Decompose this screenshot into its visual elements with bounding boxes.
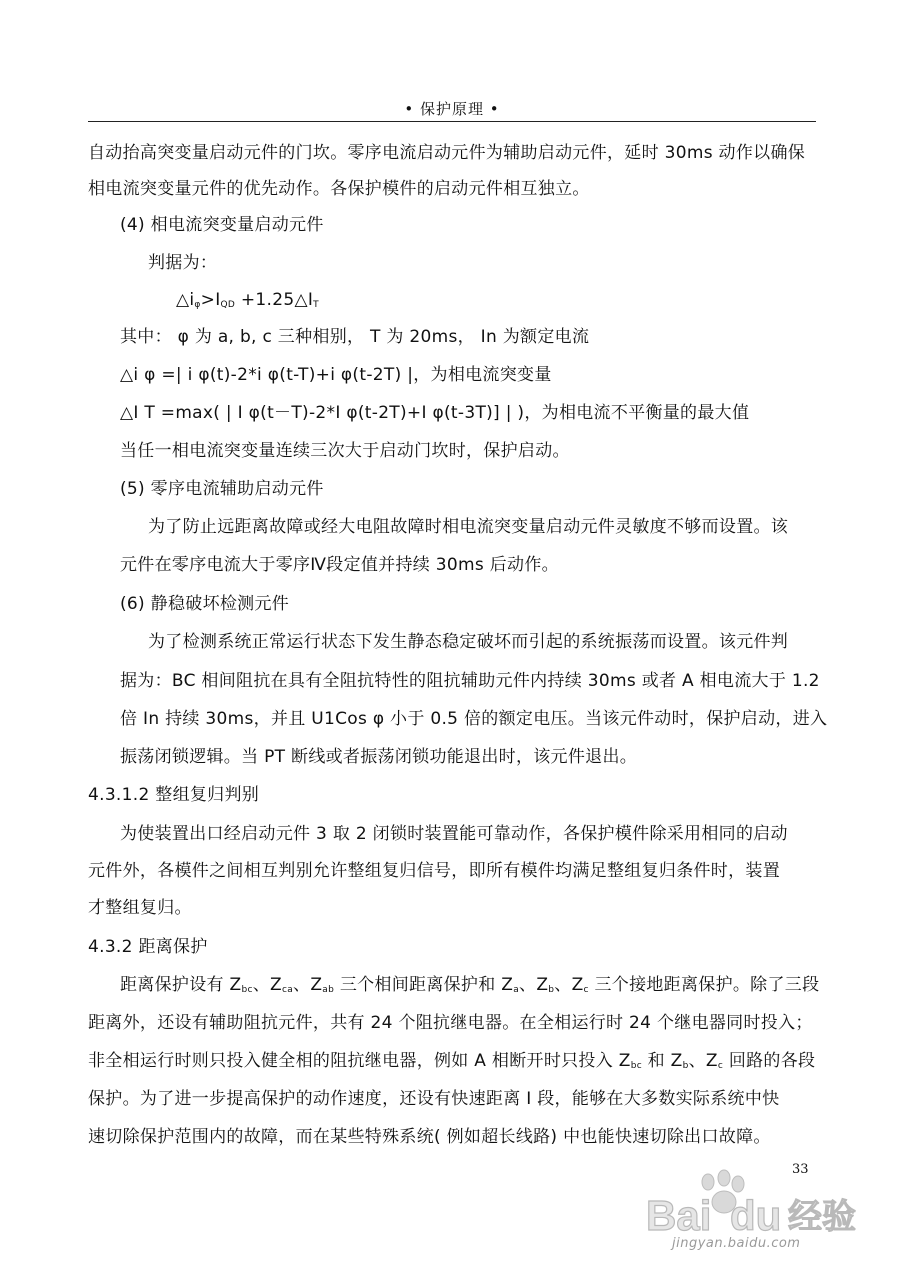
section-432: 4.3.2 距离保护 xyxy=(88,937,208,957)
text-run: 非全相运行时则只投入健全相的阻抗继电器，例如 A 相断开时只投入 Z xyxy=(88,1051,631,1071)
text-run: 、Z xyxy=(252,975,282,995)
para8-line3 xyxy=(88,1050,815,1072)
para8-line2: 距离外，还设有辅助阻抗元件，共有 24 个阻抗继电器。在全相运行时 24 个继电器同时投入； xyxy=(88,1013,813,1033)
subscript-bc: bc xyxy=(630,1061,642,1071)
formula-part-b: >I xyxy=(200,290,221,310)
para5-line2: 元件在零序电流大于零序Ⅳ段定值并持续 30ms 后动作。 xyxy=(120,555,559,575)
para6-line3: 倍 In 持续 30ms，并且 U1Cos φ 小于 0.5 倍的额定电压。当该元件动时，保护启动，进入 xyxy=(120,709,828,729)
subscript-b: b xyxy=(682,1061,689,1071)
criterion-label: 判据为： xyxy=(148,253,218,273)
watermark-url: jingyan.baidu.com xyxy=(672,1236,801,1251)
heading-4: (4) 相电流突变量启动元件 xyxy=(120,215,324,235)
header-rule xyxy=(88,121,816,122)
text-run: 、Z xyxy=(554,975,584,995)
page-number: 33 xyxy=(792,1162,809,1177)
subscript-ab: ab xyxy=(322,985,335,995)
para5-line1: 为了防止远距离故障或经大电阻故障时相电流突变量启动元件灵敏度不够而设置。该 xyxy=(148,517,789,537)
subscript-a: a xyxy=(513,985,520,995)
heading-6: (6) 静稳破坏检测元件 xyxy=(120,594,290,614)
criterion-formula xyxy=(176,289,319,311)
baidu-jingyan-watermark xyxy=(640,1168,880,1268)
text-run: 、Z xyxy=(688,1051,718,1071)
text-run: 距离保护设有 Z xyxy=(120,975,242,995)
subscript-bc: bc xyxy=(241,985,253,995)
formula-sub-qd: QD xyxy=(220,300,236,310)
para1-line2: 相电流突变量元件的优先动作。各保护模件的启动元件相互独立。 xyxy=(88,179,590,199)
subscript-ca: ca xyxy=(281,985,294,995)
delta-i-definition: △i φ =| i φ(t)-2*i φ(t-T)+i φ(t-2T) |，为相电流突变量 xyxy=(120,365,552,385)
para6-line4: 振荡闭锁逻辑。当 PT 断线或者振荡闭锁功能退出时，该元件退出。 xyxy=(120,747,638,767)
para7-line3: 才整组复归。 xyxy=(88,898,192,918)
watermark-brand-du: du xyxy=(730,1192,782,1239)
section-4312: 4.3.1.2 整组复归判别 xyxy=(88,785,260,805)
para1-line1: 自动抬高突变量启动元件的门坎。零序电流启动元件为辅助启动元件，延时 30ms 动作以确保 xyxy=(88,143,806,163)
text-run: 、Z xyxy=(293,975,323,995)
para8-line4: 保护。为了进一步提高保护的动作速度，还设有快速距离 I 段，能够在大多数实际系统中快 xyxy=(88,1089,780,1109)
para6-line2: 据为：BC 相间阻抗在具有全阻抗特性的阻抗辅助元件内持续 30ms 或者 A 相电流大于 1.2 xyxy=(120,671,820,691)
trigger-condition: 当任一相电流突变量连续三次大于启动门坎时，保护启动。 xyxy=(120,441,570,461)
text-run: 三个相间距离保护和 Z xyxy=(334,975,514,995)
watermark-jingyan: 经验 xyxy=(788,1197,856,1237)
subscript-c: c xyxy=(717,1061,724,1071)
watermark-brand: Bai xyxy=(646,1192,712,1239)
subscript-c: c xyxy=(583,985,589,995)
heading-5: (5) 零序电流辅助启动元件 xyxy=(120,479,324,499)
para6-line1: 为了检测系统正常运行状态下发生静态稳定破坏而引起的系统振荡而设置。该元件判 xyxy=(148,632,789,652)
formula-sub-t: T xyxy=(313,300,319,310)
text-run: 三个接地距离保护。除了三段 xyxy=(588,975,820,995)
formula-part-c: +1.25△I xyxy=(235,290,314,310)
para7-line2: 元件外，各模件之间相互判别允许整组复归信号，即所有模件均满足整组复归条件时，装置 xyxy=(88,861,780,881)
text-run: 和 Z xyxy=(641,1051,683,1071)
formula-sub-phi: φ xyxy=(194,300,201,310)
subscript-b: b xyxy=(548,985,555,995)
formula-part-a: △i xyxy=(176,290,195,310)
para7-line1: 为使装置出口经启动元件 3 取 2 闭锁时装置能可靠动作，各保护模件除采用相同的启动 xyxy=(120,824,788,844)
text-run: 回路的各段 xyxy=(723,1051,816,1071)
running-header: • 保护原理 • xyxy=(404,100,500,118)
para8-line5: 速切除保护范围内的故障，而在某些特殊系统( 例如超长线路) 中也能快速切除出口故障。 xyxy=(88,1127,771,1147)
where-line: 其中： φ 为 a, b, c 三种相别， T 为 20ms， In 为额定电流 xyxy=(120,327,590,347)
para8-line1 xyxy=(120,974,819,996)
text-run: 、Z xyxy=(519,975,549,995)
delta-it-definition: △I T =max( | I φ(t－T)-2*I φ(t-2T)+I φ(t-3T)] | )，为相电流不平衡量的最大值 xyxy=(120,403,750,423)
